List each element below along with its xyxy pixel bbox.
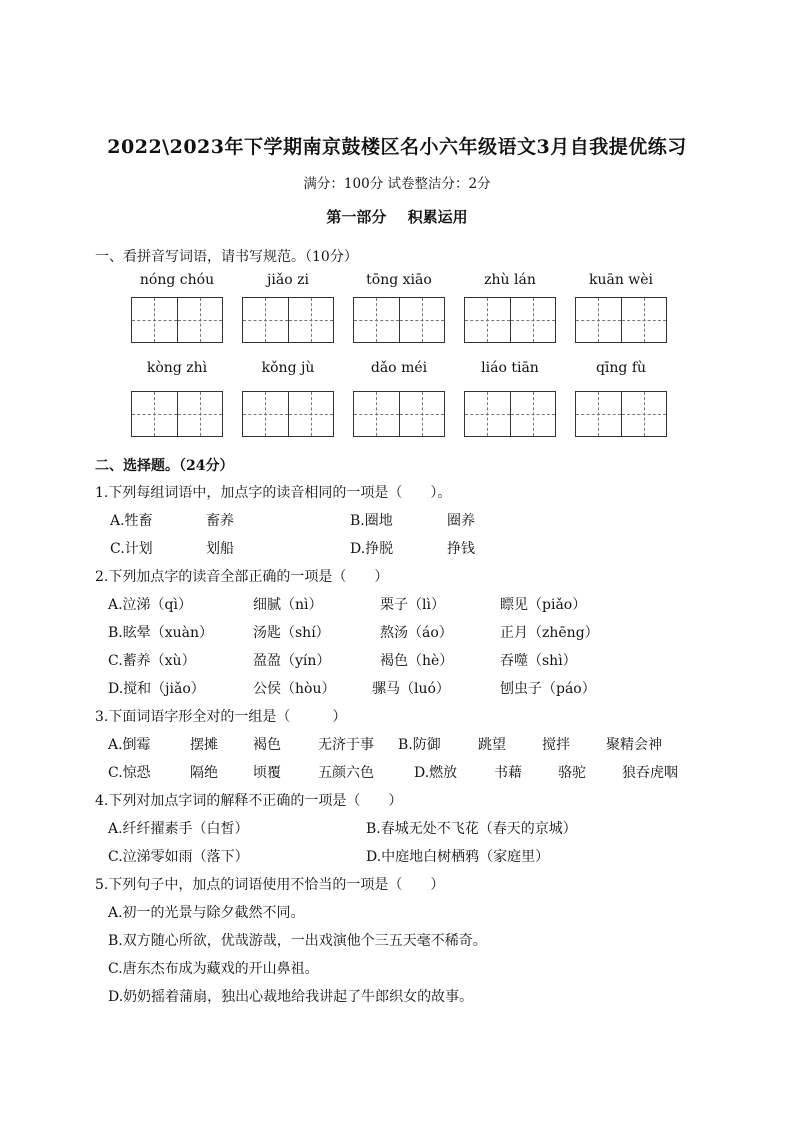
option-text: 熬汤（áo） (380, 625, 453, 641)
option-text: A.牲畜 (110, 513, 153, 529)
option-text: 褐色 (253, 737, 281, 753)
option-text: A.初一的光景与除夕截然不同。 (108, 905, 305, 921)
question-5-stem: 5.下列句子中，加点的词语使用不恰当的一项是（ ） (95, 877, 445, 893)
pinyin-label: jiǎo zi (267, 272, 309, 288)
option-text: C.惊恐 (108, 765, 151, 781)
section1-heading: 一、看拼音写词语，请书写规范。（10分） (95, 249, 358, 265)
score-info: 满分：100分 试卷整洁分：2分 (303, 176, 491, 192)
option-text: B.眩晕（xuàn） (108, 625, 214, 641)
option-text: 公侯（hòu） (253, 681, 336, 697)
option-text: 瞟见（piǎo） (500, 597, 587, 613)
part-number: 第一部分 (326, 208, 387, 226)
question-4-stem: 4.下列对加点字词的解释不正确的一项是（ ） (95, 793, 403, 809)
option-text: D.中庭地白树栖鸦（家庭里） (366, 849, 550, 865)
tianzige-box[interactable] (575, 391, 667, 437)
option-text: 畜养 (206, 513, 234, 529)
option-text: 搅拌 (542, 737, 570, 753)
pinyin-row-2 (131, 360, 671, 380)
pinyin-label: kuān wèi (588, 272, 654, 288)
option-text: C.唐东杰布成为藏戏的开山鼻祖。 (108, 961, 319, 977)
pinyin-label: dǎo méi (370, 360, 428, 376)
option-text: 狼吞虎咽 (622, 765, 678, 781)
option-text: 骆驼 (558, 765, 586, 781)
option-text: A.纤纤擢素手（白皙） (108, 821, 249, 837)
part-name: 积累运用 (407, 208, 468, 226)
option-text: A.倒霉 (108, 737, 151, 753)
pinyin-label: nóng chóu (139, 272, 215, 288)
option-text: C.蓄养（xù） (108, 653, 196, 669)
option-text: 正月（zhēng） (500, 625, 599, 641)
question-3-stem: 3.下面词语字形全对的一组是（ ） (95, 709, 347, 725)
option-text: A.泣涕（qì） (108, 597, 192, 613)
option-text: 褐色（hè） (380, 653, 454, 669)
option-text: 栗子（lì） (380, 597, 445, 613)
option-text: C.泣涕零如雨（落下） (108, 849, 249, 865)
tianzige-box[interactable] (575, 297, 667, 343)
tianzige-box[interactable] (353, 391, 445, 437)
option-text: B.圈地 (350, 513, 393, 529)
option-text: B.双方随心所欲，优哉游哉，一出戏演他个三五天毫不稀奇。 (108, 933, 487, 949)
section2-heading: 二、选择题。（24分） (95, 458, 234, 474)
option-text: 汤匙（shí） (253, 625, 330, 641)
option-text: 刨虫子（páo） (500, 681, 596, 697)
page-title: 2022\2023年下学期南京鼓楼区名小六年级语文3月自我提优练习 (107, 136, 687, 158)
option-text: B.防御 (398, 737, 441, 753)
question-2-stem: 2.下列加点字的读音全部正确的一项是（ ） (95, 569, 389, 585)
tianzige-box[interactable] (131, 297, 223, 343)
option-text: 顷覆 (253, 765, 281, 781)
pinyin-label: liáo tiān (481, 360, 539, 376)
option-text: 聚精会神 (606, 737, 662, 753)
option-text: 隔绝 (190, 765, 218, 781)
option-text: D.搅和（jiǎo） (108, 681, 205, 697)
question-1-stem: 1.下列每组词语中，加点字的读音相同的一项是（ ）。 (95, 485, 452, 501)
option-text: 吞噬（shì） (500, 653, 577, 669)
option-text: 无济于事 (318, 737, 374, 753)
option-text: 五颜六色 (318, 765, 374, 781)
option-text: 划船 (206, 541, 234, 557)
tianzige-box[interactable] (464, 297, 556, 343)
option-text: 骡马（luó） (372, 681, 450, 697)
tianzige-box[interactable] (464, 391, 556, 437)
tianzige-row-2 (131, 391, 671, 439)
option-text: 挣钱 (447, 541, 475, 557)
option-text: B.春城无处不飞花（春天的京城） (366, 821, 577, 837)
option-text: 圈养 (447, 513, 475, 529)
option-text: C.计划 (110, 541, 153, 557)
tianzige-box[interactable] (131, 391, 223, 437)
option-text: 跳望 (478, 737, 506, 753)
tianzige-box[interactable] (242, 297, 334, 343)
option-text: 摆摊 (190, 737, 218, 753)
tianzige-box[interactable] (242, 391, 334, 437)
option-text: 书藉 (494, 765, 522, 781)
part-heading (0, 206, 794, 227)
tianzige-box[interactable] (353, 297, 445, 343)
option-text: D.挣脱 (350, 541, 394, 557)
pinyin-label: zhù lán (484, 272, 536, 288)
option-text: 细腻（nì） (253, 597, 323, 613)
pinyin-label: kòng zhì (146, 360, 208, 376)
pinyin-label: tōng xiāo (366, 272, 432, 288)
option-text: 盈盈（yín） (253, 653, 331, 669)
option-text: D.奶奶摇着蒲扇，独出心裁地给我讲起了牛郎织女的故事。 (108, 989, 474, 1005)
tianzige-row-1 (131, 297, 671, 345)
pinyin-row-1 (131, 272, 671, 292)
pinyin-label: qīng fù (595, 360, 647, 376)
pinyin-label: kǒng jù (261, 360, 315, 376)
option-text: D.燃放 (414, 765, 458, 781)
